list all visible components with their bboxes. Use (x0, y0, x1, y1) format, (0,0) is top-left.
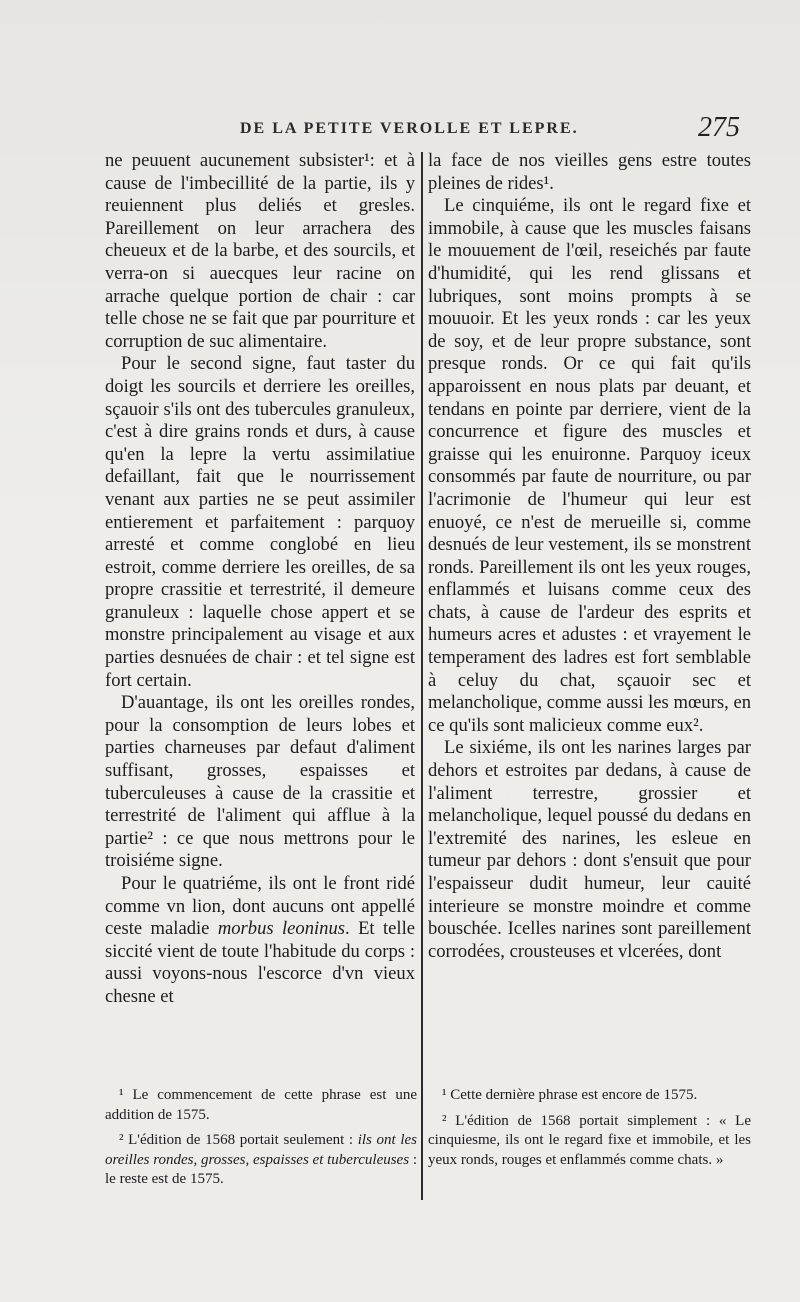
latin-term: morbus leoninus (217, 918, 346, 940)
footnote-left-2-end: : le reste est de 1575. (105, 1151, 417, 1187)
right-column (428, 150, 751, 963)
page-number: 275 (698, 112, 740, 143)
footnote-right-1: ¹ Cette dernière phrase est encore de 1575. (442, 1087, 698, 1103)
right-paragraph-3: Le sixiéme, ils ont les narines larges par dehors et estroites par dedans, à cause de l'aliment terrestre, grossier et melancholique, lequel poussé du dedans en l'extremité des narines, les esleue en tumeur par dehors : dont s'ensuit que pour l'espaisseur dudit humeur, leur cauité interieure se monstre moindre et comme bouschée. Icelles narines sont pareillement corrodées, crousteuses et vlcerées, dont (428, 737, 751, 962)
left-paragraph-4-end: . Et telle siccité vient de toute l'habitude du corps : aussi voyons-nous l'escorce d'vn vieux chesne et (105, 918, 415, 1007)
footnote-right-2: ² L'édition de 1568 portait simplement : « Le cinquiesme, ils ont le regard fixe et immobile, et les yeux ronds, rouges et enflammés comme chats. » (428, 1112, 751, 1168)
left-paragraph-1: ne peuuent aucunement subsister¹: et à cause de l'imbecillité de la partie, ils y reuiennent plus deliés et gresles. Pareillement on leur arrachera des cheueux et de la barbe, et des sourcils, et verra-on si auecques leur racine on arrache quelque portion de chair : car telle chose ne se fait que par pourriture et corruption de suc alimentaire. (105, 150, 415, 352)
footnotes-left (105, 1086, 417, 1192)
running-head: DE LA PETITE VEROLLE ET LEPRE. (240, 120, 579, 137)
footnote-left-2 (105, 1131, 417, 1190)
column-divider (421, 152, 423, 1200)
left-paragraph-4-start: Pour le quatriéme, ils ont le front ridé comme vn lion, dont aucuns ont appellé ceste maladie (105, 873, 415, 940)
page-header (110, 112, 750, 148)
left-paragraph-2: Pour le second signe, faut taster du doigt les sourcils et derriere les oreilles, sçauoir s'ils ont des tubercules granuleux, c'est à dire grains ronds et durs, à cause qu'en la lepre la vertu assimilatiue defaillant, fait que le nourrissement venant aux parties ne se peut assimiler entierement et parfaitement : parquoy arresté et comme conglobé en lieu estroit, comme derriere les oreilles, de sa propre crassitie et terrestrité, il demeure granuleux : laquelle chose appert et se monstre principalement au visage et aux parties desnuées de chair : et tel signe est fort certain. (105, 353, 415, 691)
footnote-left-2-quote: ils ont les oreilles rondes, grosses, espaisses et tuberculeuses (105, 1132, 417, 1168)
left-column (105, 150, 415, 1009)
left-paragraph-4 (105, 873, 415, 1009)
right-paragraph-2: Le cinquiéme, ils ont le regard fixe et immobile, à cause que les muscles faisans le mouuement de l'œil, reseichés par faute d'humidité, qui les rend glissans et lubriques, sont moins prompts à se mouuoir. Et les yeux ronds : car les yeux de soy, et de leur propre substance, sont presque ronds. Or ce qui fait qu'ils apparoissent en nous plats par deuant, et tendans en pointe par derriere, vient de la concurrence et figure des muscles et graisse qui les enuironne. Parquoy iceux consommés par faute de nourriture, ou par l'acrimonie de l'humeur qui leur est enuoyé, ce n'est de merueille si, comme desnués de leur vestement, ils se monstrent ronds. Pareillement ils ont les yeux rouges, enflammés et luisans comme ceux des chats, à cause de l'ardeur des esprits et humeurs acres et adustes : et vrayement le temperament des ladres est fort semblable à celuy du chat, sçauoir sec et melancholique, comme aussi les mœurs, en ce qu'ils sont malicieux comme eux². (428, 195, 751, 736)
right-paragraph-1: la face de nos vieilles gens estre toutes pleines de rides¹. (428, 150, 751, 194)
footnote-left-2-start: ² L'édition de 1568 portait seulement : (119, 1132, 358, 1148)
footnotes-right (428, 1086, 751, 1172)
left-paragraph-3: D'auantage, ils ont les oreilles rondes, pour la consomption de leurs lobes et parties charneuses par defaut d'aliment suffisant, grosses, espaisses et tuberculeuses à cause de la crassitie et terrestrité de l'aliment qui afflue à la partie² : ce que nous mettrons pour le troisiéme signe. (105, 692, 415, 872)
footnote-left-1: ¹ Le commencement de cette phrase est une addition de 1575. (105, 1087, 417, 1123)
